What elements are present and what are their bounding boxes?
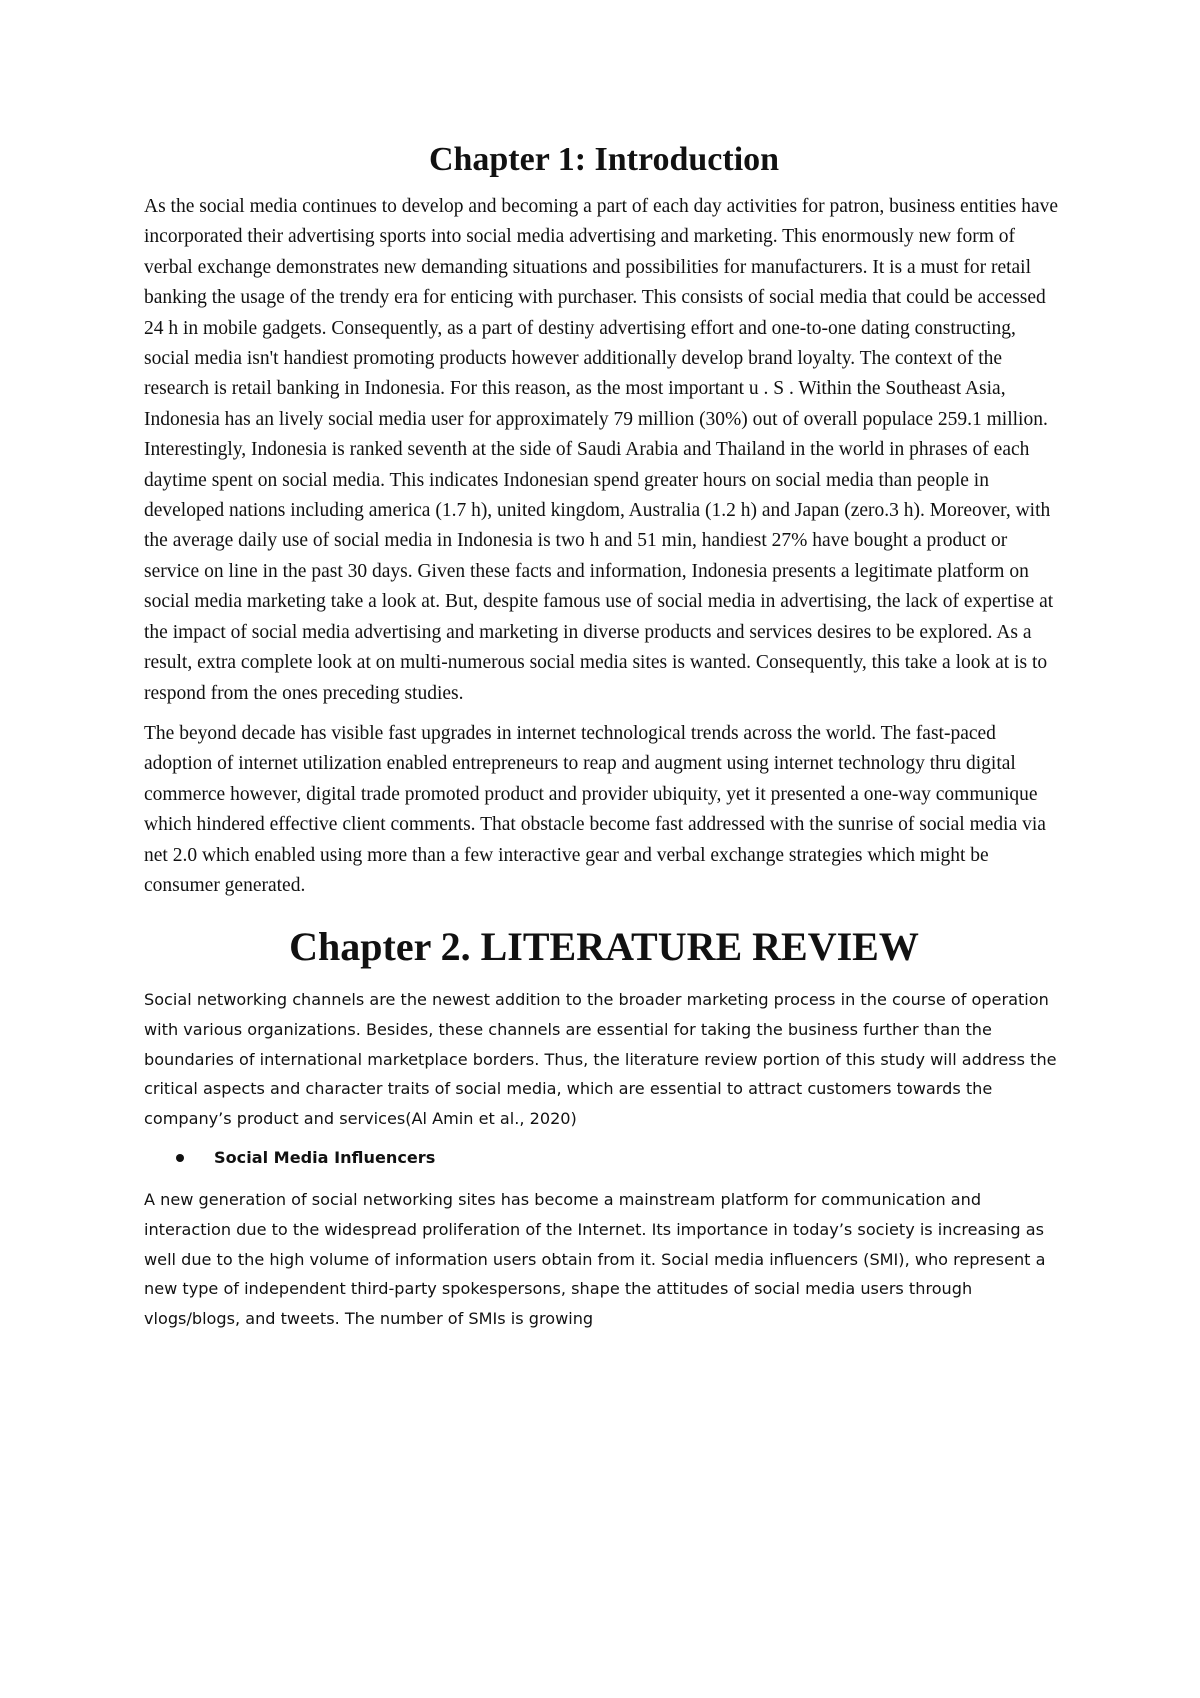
bullet-item-social-media-influencers (176, 1143, 1064, 1173)
bullet-list (144, 1143, 1064, 1173)
chapter-2-body-paragraph: A new generation of social networking sites has become a mainstream platform for communication and interaction due to the widespread proliferation of the Internet. Its importance in today’s society is increasing as well due to the high volume of information users obtain from it. Social media influencers (SMI), who represent a new type of independent third-party spokespersons, shape the attitudes of social media users through vlogs/blogs, and tweets. The number of SMIs is growing (144, 1190, 1046, 1328)
chapter-1-heading: Chapter 1: Introduction (428, 141, 780, 178)
chapter-1-paragraph-1: As the social media continues to develop and becoming a part of each day activities for patron, business entities have incorporated their advertising sports into social media advertising and marketing. This enormously new form of verbal exchange demonstrates new demanding situations and possibilities for manufacturers. It is a must for retail banking the usage of the trendy era for enticing with purchaser. This consists of social media that could be accessed 24 h in mobile gadgets. Consequently, as a part of destiny advertising effort and one-to-one dating constructing, social media isn't handiest promoting products however additionally develop brand loyalty. The context of the research is retail banking in Indonesia. For this reason, as the most important u . S . Within the Southeast Asia, Indonesia has an lively social media user for approximately 79 million (30%) out of overall populace 259.1 million. Interestingly, Indonesia is ranked seventh at the side of Saudi Arabia and Thailand in the world in phrases of each daytime spent on social media. This indicates Indonesian spend greater hours on social media than people in developed nations including america (1.7 h), united kingdom, Australia (1.2 h) and Japan (zero.3 h). Moreover, with the average daily use of social media in Indonesia is two h and 51 min, handiest 27% have bought a product or service on line in the past 30 days. Given these facts and information, Indonesia presents a legitimate platform on social media marketing take a look at. But, despite famous use of social media in advertising, the lack of expertise at the impact of social media advertising and marketing in diverse products and services desires to be explored. As a result, extra complete look at on multi-numerous social media sites is wanted. Consequently, this take a look at is to respond from the ones preceding studies. (144, 196, 1059, 704)
chapter-2-intro-paragraph: Social networking channels are the newest addition to the broader marketing process in the course of operation with various organizations. Besides, these channels are essential for taking the business further than the boundaries of international marketplace borders. Thus, the literature review portion of this study will address the critical aspects and character traits of social media, which are essential to attract customers towards the company’s product and services(Al Amin et al., 2020) (144, 990, 1057, 1128)
bullet-item-label: Social Media Influencers (214, 1148, 436, 1168)
page-content (144, 140, 1064, 1343)
chapter-1-paragraph-2: The beyond decade has visible fast upgrades in internet technological trends across the world. The fast-paced adoption of internet utilization enabled entrepreneurs to reap and augment using internet technology thru digital commerce however, digital trade promoted product and provider ubiquity, yet it presented a one-way communique which hindered effective client comments. That obstacle become fast addressed with the sunrise of social media via net 2.0 which enabled using more than a few interactive gear and verbal exchange strategies which might be consumer generated. (144, 722, 1046, 896)
bullet-icon (176, 1154, 184, 1162)
chapter-2-heading: Chapter 2. LITERATURE REVIEW (289, 924, 919, 970)
